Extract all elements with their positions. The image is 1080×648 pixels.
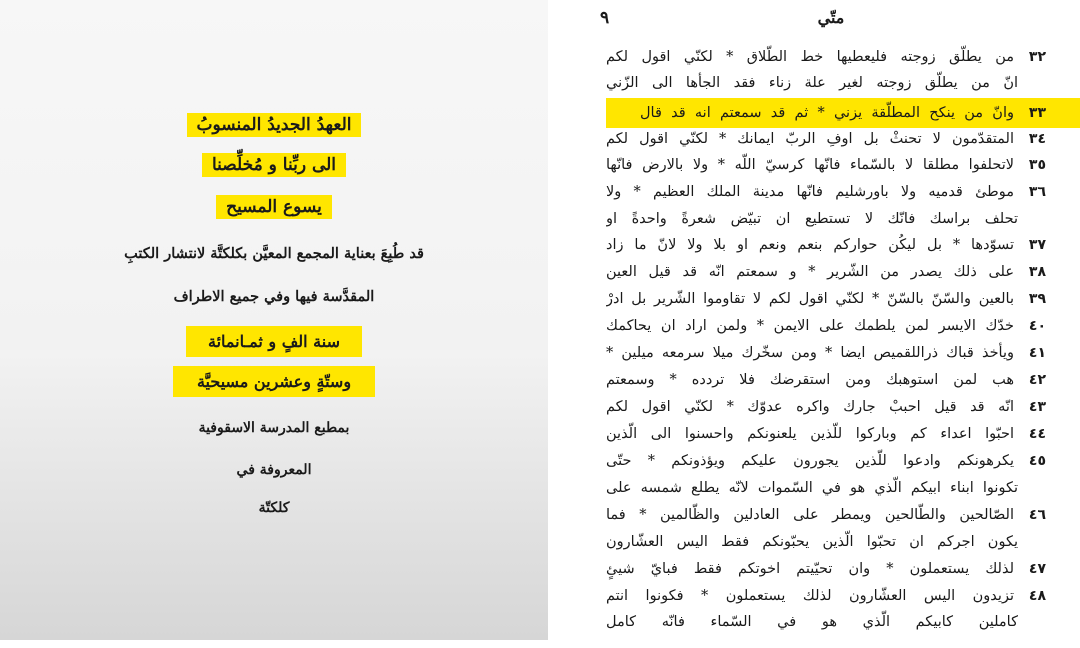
verse-number: ٤٦	[1028, 507, 1046, 523]
verse-number: ٤٠	[1028, 318, 1046, 334]
verse-text: يكرهونكم وادعوا للّذين يجورون عليكم ويؤذونكم * حتّى	[606, 453, 1014, 469]
running-header: متّي	[817, 8, 845, 27]
verse-text: المتقدّمون لا تحنثْ بل اوفِ الربّ ايمانك * لكنّي اقول لكم	[606, 131, 1014, 147]
page-gutter	[548, 0, 582, 648]
page-number: ٩	[600, 8, 610, 28]
verse-text: تحلف براسك فانّك لا تستطيع ان تبيّض شعرةً واحدةً او	[606, 211, 1018, 227]
verse-text: ويأخذ قباك ذراللقميص ايضا * ومن سخّرك ميلا سرمعه ميلين *	[606, 345, 1014, 361]
verse-number: ٣٤	[1028, 131, 1046, 147]
verse-number: ٣٦	[1028, 184, 1046, 200]
verse-line	[606, 421, 1046, 447]
press-line	[0, 418, 548, 438]
verse-line	[606, 179, 1046, 205]
year-line-2	[0, 366, 548, 397]
known-as-line	[0, 460, 548, 480]
verse-line	[606, 609, 1046, 635]
verse-number: ٣٥	[1028, 157, 1046, 173]
verse-number: ٤٤	[1028, 426, 1046, 442]
city-line	[0, 498, 548, 518]
year-line-1-text: سنة الفٍ و ثمـانمائة	[186, 326, 362, 357]
verse-text: الصّالحين والطّالحين ويمطر على العادلين والظّالمين * فما	[606, 507, 1014, 523]
city-line-text: كلكتّة	[258, 500, 290, 516]
verse-line	[606, 556, 1046, 582]
verse-line	[606, 126, 1046, 152]
verse-line	[606, 70, 1046, 96]
verse-text: هب لمن استوهبك ومن استقرضك فلا تردده * وسمعتم	[606, 372, 1014, 388]
verse-line	[606, 583, 1046, 609]
verse-line	[606, 152, 1046, 178]
verse-number: ٣٣	[1028, 105, 1046, 121]
verse-line	[606, 206, 1046, 232]
verse-text: بالعين والسّنّ بالسّنّ * لكنّي اقول لكم لا تقاوموا الشّرير بل ادرْ	[606, 291, 1014, 307]
verse-text: انّه قد قيل احببْ جارك واكره عدوّك * لكنّي اقول لكم	[606, 399, 1014, 415]
verse-text: وانّ من ينكح المطلّقة يزني * ثم قد سمعتم انه قد قال	[640, 105, 1014, 121]
verse-text: كاملين كابيكم الّذي هو في السّماء فانّه كامل	[606, 614, 1018, 630]
verse-line	[606, 259, 1046, 285]
verse-line	[606, 232, 1046, 258]
verse-line	[606, 340, 1046, 366]
verse-number: ٣٨	[1028, 264, 1046, 280]
verse-number: ٤١	[1028, 345, 1046, 361]
verse-number: ٣٩	[1028, 291, 1046, 307]
body-line-2	[0, 286, 548, 307]
title-line-3	[0, 195, 548, 219]
verse-line	[606, 394, 1046, 420]
press-line-text: بمطبع المدرسة الاسقوفية	[198, 420, 350, 436]
title-line-2-text: الى ربِّنا و مُخلِّصنا	[202, 153, 346, 177]
verse-text: خدّك الايسر لمن يلطمك على الايمن * ولمن اراد ان يحاكمك	[606, 318, 1014, 334]
verse-number: ٣٧	[1028, 237, 1046, 253]
title-line-3-text: يسوع المسيح	[216, 195, 332, 219]
verse-text: من يطلّق زوجته فليعطيها خط الطّلاق * لكنّي اقول لكم	[606, 49, 1014, 65]
verse-number: ٤٧	[1028, 561, 1046, 577]
verse-number: ٣٢	[1028, 49, 1046, 65]
title-line-1	[0, 113, 548, 137]
year-line-1	[0, 326, 548, 357]
verse-line	[606, 367, 1046, 393]
known-as-line-text: المعروفة في	[236, 462, 312, 478]
verse-line	[606, 313, 1046, 339]
verse-line	[606, 502, 1046, 528]
year-line-2-text: وستّةٍ وعشرين مسيحيَّة	[173, 366, 375, 397]
scripture-page	[582, 0, 1080, 640]
verse-text: احبّوا اعداء كم وباركوا للّذين يلعنونكم واحسنوا الى الّذين	[606, 426, 1014, 442]
verse-text: تزيدون اليس العشّارون لذلك يستعملون * فكونوا انتم	[606, 588, 1014, 604]
body-line-2-text: المقدَّسة فيها وفي جميع الاطراف	[173, 288, 375, 305]
verse-line	[606, 44, 1046, 70]
verse-number: ٤٨	[1028, 588, 1046, 604]
verse-line	[606, 529, 1046, 555]
verse-line	[606, 475, 1046, 501]
verse-text: على ذلك يصدر من الشّرير * و سمعتم انّه قد قيل العين	[606, 264, 1014, 280]
title-line-1-text: العهدُ الجديدُ المنسوبُ	[187, 113, 362, 137]
verse-line	[606, 286, 1046, 312]
verse-number: ٤٣	[1028, 399, 1046, 415]
verse-line	[606, 448, 1046, 474]
verse-number: ٤٥	[1028, 453, 1046, 469]
verse-text: موطئ قدميه ولا باورشليم فانّها مدينة الملك العظيم * ولا	[606, 184, 1014, 200]
body-line-1-text: قد طُبِعَ بعناية المجمع المعيَّن بكلكتَّة لانتشار الكتبِ	[124, 245, 424, 262]
verse-text: لاتحلفوا مطلقا لا بالسّماء فانّها كرسيّ اللّه * ولا بالارض فانّها	[606, 157, 1014, 173]
verse-text: انّ من يطلّق زوجته لغير علة زناء فقد الجأها الى الزّني	[606, 75, 1018, 91]
verse-text: يكون اجركم ان تحبّوا الّذين يحبّونكم فقط اليس العشّارون	[606, 534, 1018, 550]
verse-text: لذلك يستعملون * وان تحيّيتم اخوتكم فقط فبايّ شيئٍ	[606, 561, 1014, 577]
body-line-1	[0, 243, 548, 264]
verse-line-highlighted	[606, 98, 1080, 128]
verse-text: تكونوا ابناء ابيكم الّذي هو في السّموات لانّه يطلع شمسه على	[606, 480, 1018, 496]
verse-number: ٤٢	[1028, 372, 1046, 388]
verse-text: تسوّدها * بل ليكُن حواركم بنعم ونعم او بلا ولا لانّ ما زاد	[606, 237, 1014, 253]
title-line-2	[0, 153, 548, 177]
